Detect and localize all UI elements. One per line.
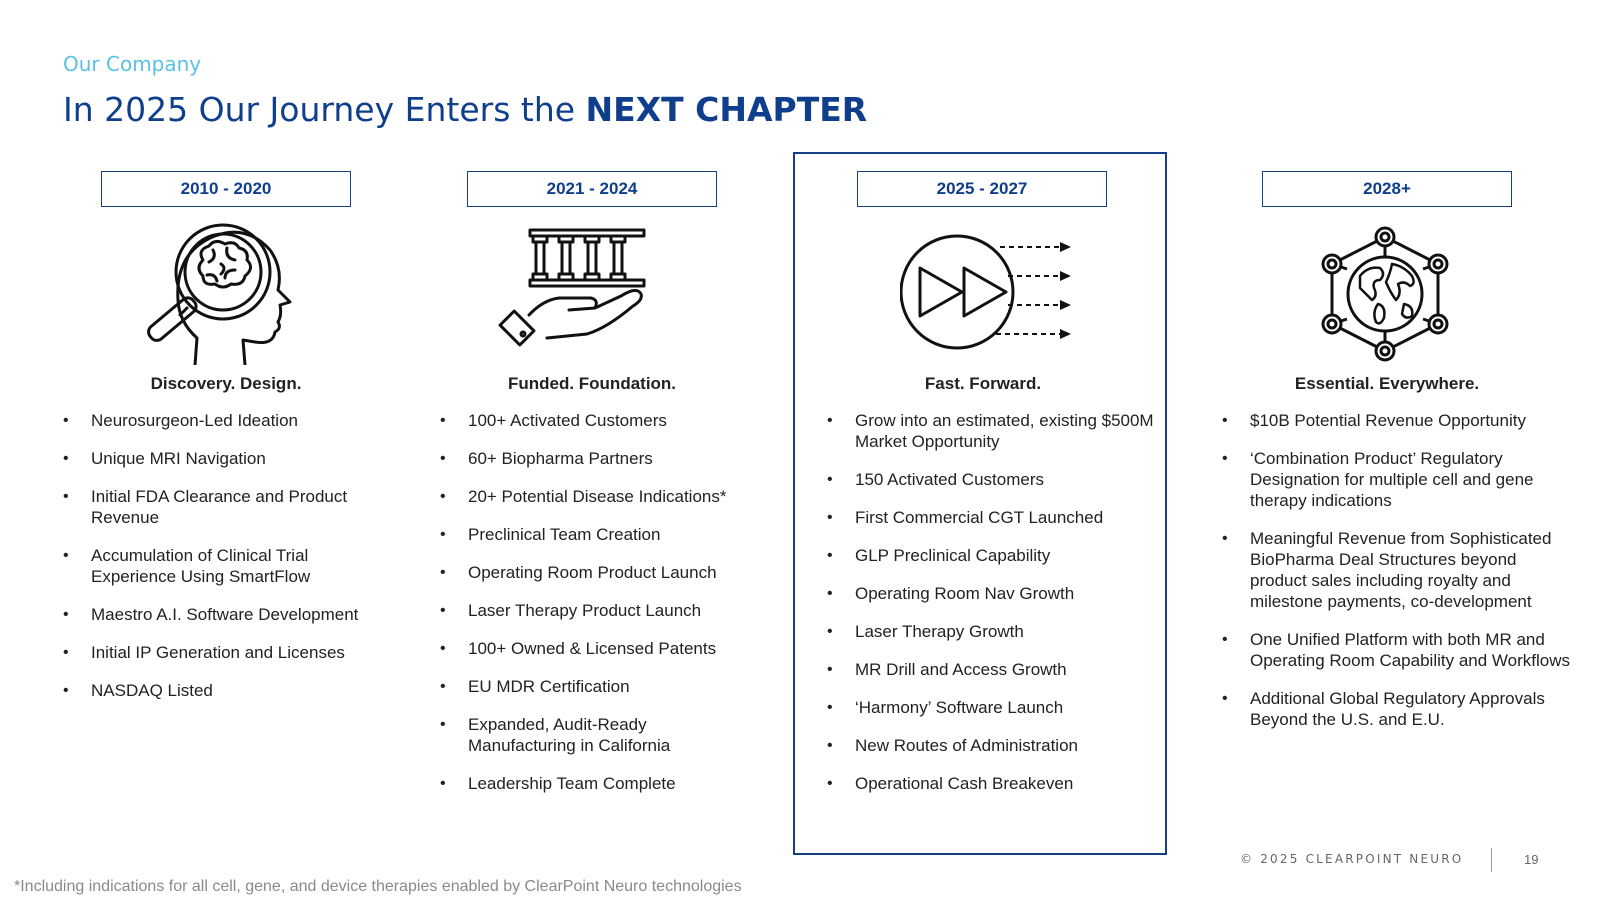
page-title (63, 90, 867, 129)
milestone-item: • Leadership Team Complete (438, 773, 758, 794)
milestone-item: • Laser Therapy Product Launch (438, 600, 758, 621)
milestone-item: • 150 Activated Customers (825, 469, 1155, 490)
milestone-item: • Initial FDA Clearance and Product Revenue (61, 486, 381, 528)
milestone-item: • Meaningful Revenue from Sophisticated BioPharma Deal Structures beyond product sales including royalty and milestone payments, co-development (1220, 528, 1570, 612)
milestone-item: • Expanded, Audit-Ready Manufacturing in California (438, 714, 758, 756)
period-label: 2010 - 2020 (101, 171, 351, 207)
footnote: *Including indications for all cell, gene, and device therapies enabled by ClearPoint Neuro technologies (14, 878, 742, 895)
hand-columns-icon (495, 228, 655, 358)
phase-tagline: Discovery. Design. (150, 374, 302, 393)
milestone-item: • ‘Harmony’ Software Launch (825, 697, 1155, 718)
milestone-item: • Initial IP Generation and Licenses (61, 642, 381, 663)
milestone-item: • Operational Cash Breakeven (825, 773, 1155, 794)
global-network-icon (1320, 224, 1450, 364)
milestone-list (1220, 410, 1570, 747)
period-label: 2028+ (1262, 171, 1512, 207)
section-eyebrow: Our Company (63, 52, 202, 76)
footer-copyright: © 2025 CLEARPOINT NEURO (1240, 852, 1464, 866)
milestone-item: • Operating Room Nav Growth (825, 583, 1155, 604)
milestone-item: • EU MDR Certification (438, 676, 758, 697)
phase-tagline: Funded. Foundation. (507, 374, 677, 393)
period-label: 2025 - 2027 (857, 171, 1107, 207)
milestone-item: • 20+ Potential Disease Indications* (438, 486, 758, 507)
milestone-item: • Maestro A.I. Software Development (61, 604, 381, 625)
fast-forward-icon (900, 232, 1075, 352)
milestone-list (438, 410, 758, 811)
milestone-item: • NASDAQ Listed (61, 680, 381, 701)
milestone-item: • Grow into an estimated, existing $500M Market Opportunity (825, 410, 1155, 452)
milestone-list (825, 410, 1155, 811)
phase-tagline: Essential. Everywhere. (1294, 374, 1480, 393)
milestone-item: • GLP Preclinical Capability (825, 545, 1155, 566)
milestone-item: • First Commercial CGT Launched (825, 507, 1155, 528)
milestone-list (61, 410, 381, 718)
milestone-item: • Preclinical Team Creation (438, 524, 758, 545)
brain-magnifier-icon (135, 220, 295, 365)
milestone-item: • MR Drill and Access Growth (825, 659, 1155, 680)
milestone-item: • ‘Combination Product’ Regulatory Designation for multiple cell and gene therapy indications (1220, 448, 1570, 511)
milestone-item: • 100+ Owned & Licensed Patents (438, 638, 758, 659)
page-number: 19 (1524, 852, 1539, 867)
milestone-item: • Neurosurgeon-Led Ideation (61, 410, 381, 431)
phase-tagline: Fast. Forward. (924, 374, 1042, 393)
title-prefix: In 2025 Our Journey Enters the (63, 90, 586, 129)
milestone-item: • 60+ Biopharma Partners (438, 448, 758, 469)
milestone-item: • Accumulation of Clinical Trial Experience Using SmartFlow (61, 545, 381, 587)
milestone-item: • Operating Room Product Launch (438, 562, 758, 583)
milestone-item: • Laser Therapy Growth (825, 621, 1155, 642)
milestone-item: • One Unified Platform with both MR and Operating Room Capability and Workflows (1220, 629, 1570, 671)
milestone-item: • Additional Global Regulatory Approvals Beyond the U.S. and E.U. (1220, 688, 1570, 730)
milestone-item: • 100+ Activated Customers (438, 410, 758, 431)
milestone-item: • $10B Potential Revenue Opportunity (1220, 410, 1570, 431)
milestone-item: • New Routes of Administration (825, 735, 1155, 756)
milestone-item: • Unique MRI Navigation (61, 448, 381, 469)
footer-divider (1491, 848, 1492, 872)
period-label: 2021 - 2024 (467, 171, 717, 207)
title-emphasis: NEXT CHAPTER (585, 90, 868, 129)
